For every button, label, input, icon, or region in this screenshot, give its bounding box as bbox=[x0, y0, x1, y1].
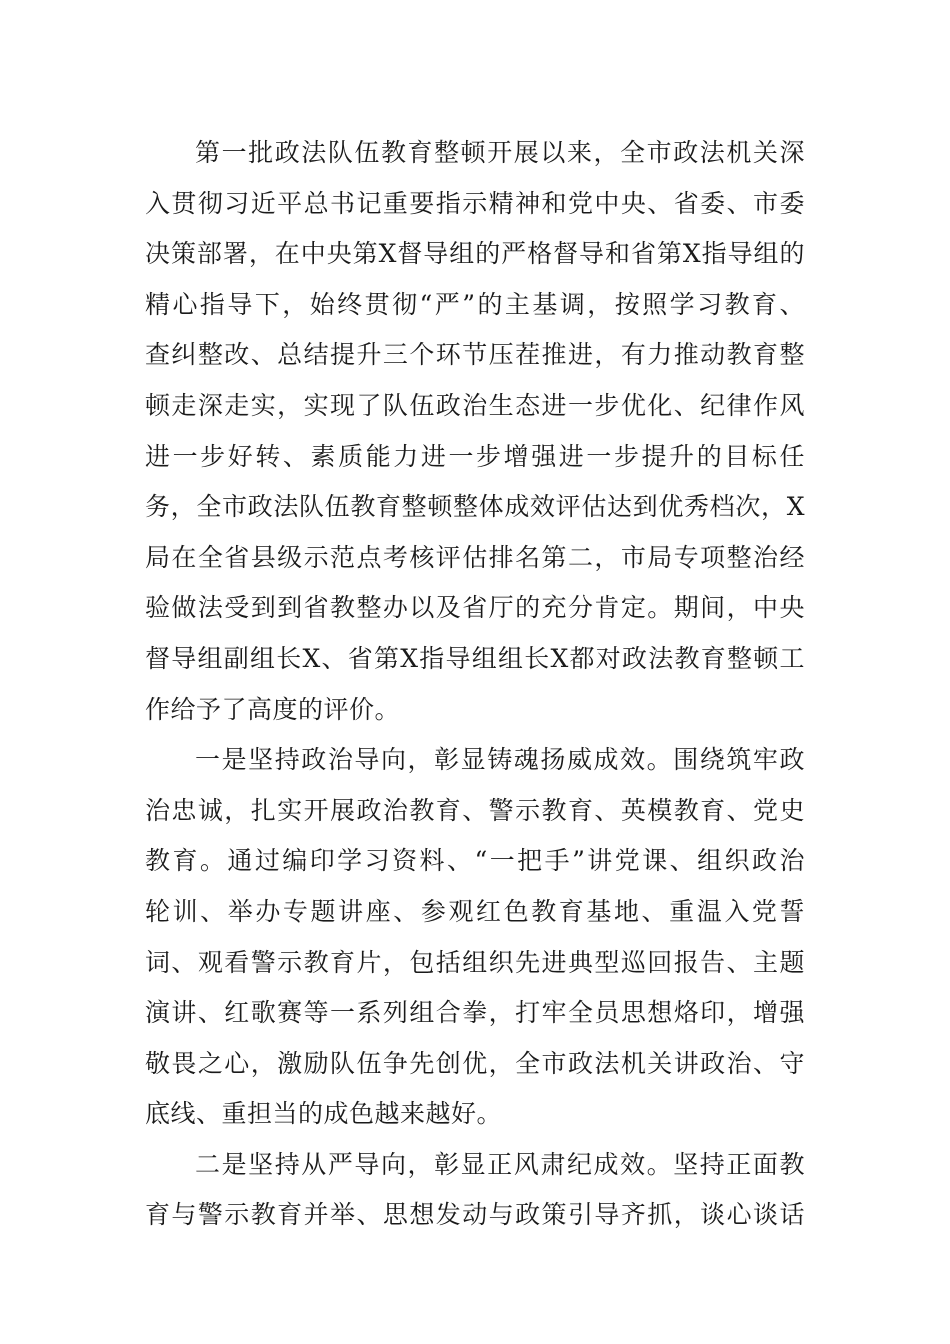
paragraph bbox=[145, 1140, 805, 1241]
text-line: 底线、重担当的成色越来越好。 bbox=[145, 1099, 503, 1129]
text-line: 入贯彻习近平总书记重要指示精神和党中央、省委、市委 bbox=[145, 188, 805, 218]
text-line: 督导组副组长X、省第X指导组组长X都对政法教育整顿工 bbox=[145, 643, 805, 673]
text-line: 育与警示教育并举、思想发动与政策引导齐抓，谈心谈话 bbox=[145, 1200, 805, 1230]
text-line: 进一步好转、素质能力进一步增强进一步提升的目标任 bbox=[145, 441, 805, 471]
paragraph bbox=[145, 735, 805, 1140]
text-line: 查纠整改、总结提升三个环节压茬推进，有力推动教育整 bbox=[145, 340, 805, 370]
text-line: 轮训、举办专题讲座、参观红色教育基地、重温入党誓 bbox=[145, 896, 805, 926]
paragraph bbox=[145, 128, 805, 735]
text-line: 作给予了高度的评价。 bbox=[145, 694, 401, 724]
text-line: 敬畏之心，激励队伍争先创优，全市政法机关讲政治、守 bbox=[145, 1048, 805, 1078]
text-line: 顿走深走实，实现了队伍政治生态进一步优化、纪律作风 bbox=[145, 390, 805, 420]
text-line: 验做法受到到省教整办以及省厅的充分肯定。期间，中央 bbox=[145, 593, 805, 623]
text-line: 第一批政法队伍教育整顿开展以来，全市政法机关深 bbox=[195, 138, 805, 167]
text-line: 决策部署，在中央第X督导组的严格督导和省第X指导组的 bbox=[145, 239, 805, 269]
text-line: 务，全市政法队伍教育整顿整体成效评估达到优秀档次，X bbox=[145, 492, 805, 522]
text-line: 治忠诚，扎实开展政治教育、警示教育、英模教育、党史 bbox=[145, 795, 805, 825]
text-line: 演讲、红歌赛等一系列组合拳，打牢全员思想烙印，增强 bbox=[145, 998, 805, 1028]
text-line: 一是坚持政治导向，彰显铸魂扬威成效。围绕筑牢政 bbox=[195, 745, 805, 775]
text-line: 二是坚持从严导向，彰显正风肃纪成效。坚持正面教 bbox=[195, 1149, 805, 1179]
document-body bbox=[145, 128, 805, 1241]
text-line: 局在全省县级示范点考核评估排名第二，市局专项整治经 bbox=[145, 542, 805, 572]
text-line: 词、观看警示教育片，包括组织先进典型巡回报告、主题 bbox=[145, 947, 805, 977]
text-line: 教育。通过编印学习资料、“一把手”讲党课、组织政治 bbox=[145, 846, 805, 876]
text-line: 精心指导下，始终贯彻“严”的主基调，按照学习教育、 bbox=[145, 289, 805, 319]
